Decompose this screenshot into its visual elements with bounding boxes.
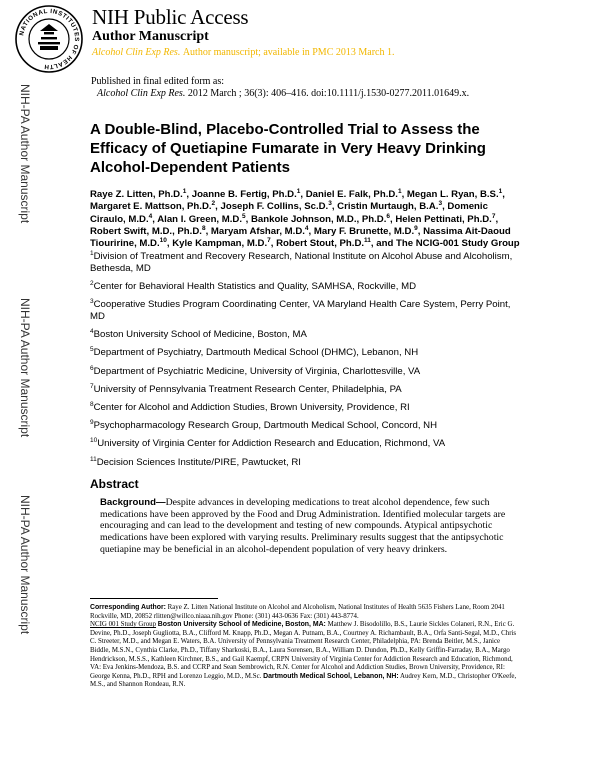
- affiliation-item: [90, 438, 520, 450]
- author-affiliation-mark: 2: [211, 200, 216, 208]
- side-watermark-2: NIH-PA Author Manuscript: [18, 298, 32, 438]
- affiliation-number: 5: [90, 346, 94, 354]
- affiliation-number: 2: [90, 280, 94, 288]
- author-affiliation-mark: 10: [159, 237, 167, 244]
- citation-journal: Alcohol Clin Exp Res.: [97, 88, 186, 99]
- affiliation-text: Center for Alcohol and Addiction Studies, Brown University, Providence, RI: [93, 401, 410, 413]
- corresponding-author-note: [90, 604, 518, 621]
- affiliation-item: [90, 251, 520, 274]
- author-list-tail: and The NCIG-001 Study Group: [376, 238, 520, 250]
- affiliation-list: [90, 251, 520, 468]
- author-affiliation-mark: 1: [296, 187, 301, 195]
- affiliation-item: [90, 457, 520, 469]
- study-group-label: NCIG 001 Study Group: [90, 621, 157, 629]
- author-affiliation-mark: 1: [397, 187, 402, 195]
- affiliation-text: Center for Behavioral Health Statistics and Quality, SAMHSA, Rockville, MD: [93, 281, 417, 293]
- author-name: Megan L. Ryan, B.S.: [406, 189, 499, 200]
- author-affiliation-mark: 9: [414, 224, 418, 232]
- affiliation-number: 8: [90, 400, 94, 408]
- study-group-members-1: Matthew J. Bisodolillo, B.S., Laurie Sickles Colaneri, R.N., Eric G. Devine, Ph.D., Joseph Gugliotta, B.A., Clifford M. Knapp, Ph.D., Megan A. Putnam, B.A., Courtney A. Richambault, B.A., Orfa Santi-Segal, M.D., Chris C. Streeter, M.D., and Megan E. Waters, B.A. University of Pennsylvania Treatment Research Center, Philadelphia, PA: Brenda Beitler, M.S., Janice Biddle, M.S.N., Cynthia Clarke, Ph.D., Tiffany Sharkoski, B.A., Laura Sorensen, B.A., William D. Dundon, Ph.D., Kelly Griffin-Farraday, B.A., Margo Hendrickson, M.S.S., Kathleen Kirchner, B.S., and Gail Kaempf, CRPN University of Virginia Center for Addiction Research and Education, Richmond, VA: Eva Jenkins-Mendoza, B.S. and CCRP and Sean Sembrowich, R.N. Center for Alcohol and Addiction Studies, Brown University, Providence, RI: George Kenna, Ph.D., RPH and Lorenzo Leggio, M.D., M.Sc.: [90, 621, 517, 680]
- author-name: Bankole Johnson, M.D., Ph.D.: [250, 213, 387, 225]
- study-group-note: [90, 621, 518, 690]
- affiliation-number: 4: [90, 328, 94, 336]
- author-name: Nassima Ait-Daoud Tiouririne, M.D.: [90, 225, 511, 250]
- author-affiliation-mark: 8: [201, 224, 206, 232]
- publication-citation: [91, 88, 469, 100]
- study-group-site-1: Boston University School of Medicine, Boston, MA:: [157, 621, 326, 629]
- author-affiliation-mark: 3: [438, 200, 443, 208]
- article-title: A Double-Blind, Placebo-Controlled Trial to Assess the Efficacy of Quetiapine Fumarate in Very Heavy Drinking Alcohol-Dependent Patients: [90, 121, 486, 176]
- author-name: Cristin Murtaugh, B.A.: [337, 201, 439, 213]
- affiliation-number: 7: [90, 382, 94, 390]
- author-name: Daniel E. Falk, Ph.D.: [305, 189, 398, 200]
- side-watermark-1: NIH-PA Author Manuscript: [18, 84, 32, 224]
- caduceus-icon: [38, 24, 60, 50]
- author-list: Raye Z. Litten, Ph.D.$^1$, Joanne B. Fertig, Ph.D.$^1$, Daniel E. Falk, Ph.D.$^1$, Megan L. Ryan, B.S.$^1$, Margaret E. Mattson, Ph.D.$^2$, Joseph F. Collins, Sc.D.$^3$, Cristin Murtaugh, B.A.$^3$, Domenic Ciraulo, M.D.$^4$, Alan I. Green, M.D.$^5$, Bankole Johnson, M.D., Ph.D.$^6$, Helen Pettinati, Ph.D.$^7$, Robert Swift, M.D., Ph.D.$^8$, Maryam Afshar, M.D.$^4$, Mary F. Brunette, M.D.$^9$, Nassima Ait-Daoud Tiouririne, M.D.$^{10}$, Kyle Kampman, M.D.$^7$, Robert Stout, Ph.D.$^{11}$, and The NCIG-001 Study Group: [90, 187, 520, 250]
- affiliation-item: [90, 347, 520, 359]
- affiliation-text: Boston University School of Medicine, Boston, MA: [93, 329, 307, 341]
- citation-details: 2012 March ; 36(3): 406–416. doi:10.1111/j.1530-0277.2011.01649.x.: [187, 88, 470, 99]
- affiliation-text: Decision Sciences Institute/PIRE, Pawtucket, RI: [96, 456, 301, 468]
- author-affiliation-mark: 1: [498, 187, 503, 195]
- svg-text:NATIONAL INSTITUTES OF HEALTH: NATIONAL INSTITUTES OF HEALTH: [18, 7, 81, 71]
- affiliation-item: [90, 366, 520, 378]
- side-watermark-3: NIH-PA Author Manuscript: [18, 495, 32, 635]
- abstract-text: Despite advances in developing medications to treat alcohol dependence, few such medications have been approved by the Food and Drug Administration. Identified molecular targets are encouraging and can lead to the development and testing of new compounds. Atypical antipsychotic medications have been explored with varying results. Preliminary results suggest that the antipsychotic quetiapine may be beneficial in an alcohol-dependent population of very heavy drinkers.: [100, 497, 506, 555]
- author-name: Joseph F. Collins, Sc.D.: [220, 201, 329, 213]
- affiliation-text: Cooperative Studies Program Coordinating Center, VA Maryland Health Care System, Perry Point, MD: [90, 299, 511, 323]
- affiliation-text: University of Pennsylvania Treatment Research Center, Philadelphia, PA: [93, 383, 402, 395]
- author-name: Domenic Ciraulo, M.D.: [90, 201, 488, 225]
- masthead-title: NIH Public Access: [92, 5, 249, 29]
- author-affiliation-mark: 11: [364, 237, 371, 244]
- affiliation-number: 10: [90, 437, 98, 445]
- author-name: Raye Z. Litten, Ph.D.: [90, 189, 183, 200]
- author-name: Joanne B. Fertig, Ph.D.: [191, 189, 297, 200]
- nih-seal-logo: [14, 4, 84, 74]
- author-affiliation-mark: 7: [491, 212, 496, 220]
- author-name: Robert Swift, M.D., Ph.D.: [90, 225, 202, 237]
- affiliation-number: 6: [90, 364, 94, 372]
- publication-label: Published in final edited form as:: [91, 76, 225, 87]
- author-name: Robert Stout, Ph.D.: [276, 238, 365, 250]
- author-name: Maryam Afshar, M.D.: [210, 225, 305, 237]
- affiliation-number: 3: [90, 298, 94, 306]
- footnote-divider: [90, 598, 218, 599]
- masthead-subtitle: Author Manuscript: [92, 29, 209, 44]
- author-affiliation-mark: 1: [182, 187, 187, 195]
- affiliation-item: [90, 281, 520, 293]
- author-affiliation-mark: 5: [242, 212, 246, 220]
- affiliation-item: [90, 329, 520, 341]
- publication-info: [91, 76, 469, 100]
- abstract-section-label: Background—: [100, 497, 166, 509]
- affiliation-text: Division of Treatment and Recovery Research, National Institute on Alcohol Abuse and Alcoholism, Bethesda, MD: [90, 251, 513, 275]
- affiliation-item: [90, 420, 520, 432]
- affiliation-text: Department of Psychiatry, Dartmouth Medical School (DHMC), Lebanon, NH: [93, 347, 419, 359]
- masthead: [92, 6, 394, 59]
- affiliation-text: University of Virginia Center for Addiction Research and Education, Richmond, VA: [97, 438, 446, 450]
- article-content: [90, 120, 520, 555]
- affiliation-number: 11: [90, 455, 97, 463]
- author-name: Helen Pettinati, Ph.D.: [395, 213, 492, 225]
- affiliation-item: [90, 402, 520, 414]
- masthead-journal: Alcohol Clin Exp Res.: [92, 47, 181, 58]
- affiliation-text: Psychopharmacology Research Group, Dartmouth Medical School, Concord, NH: [93, 420, 438, 432]
- affiliation-item: [90, 384, 520, 396]
- author-name: Margaret E. Mattson, Ph.D.: [90, 201, 212, 213]
- footnotes: [90, 604, 518, 690]
- masthead-availability: [92, 46, 394, 59]
- abstract-body: [100, 497, 514, 555]
- author-affiliation-mark: 4: [304, 224, 309, 232]
- masthead-availability-text: Author manuscript; available in PMC 2013 March 1.: [182, 47, 395, 58]
- study-group-members-2: Audrey Kern, M.D., Christopher O'Keefe, M.S., and Shannon Rondeau, R.N.: [90, 672, 517, 689]
- affiliation-number: 9: [90, 418, 94, 426]
- author-affiliation-mark: 6: [386, 212, 390, 220]
- author-name: Kyle Kampman, M.D.: [172, 238, 268, 250]
- corresponding-author-text: Raye Z. Litten National Institute on Alcohol and Alcoholism, National Institutes of Health 5635 Fishers Lane, Room 2041 Rockville, MD, 20852 rlitten@willco.niaaa.nih.gov Phone: (301) 443-0636 Fax: (301) 443-8774.: [90, 604, 505, 620]
- author-affiliation-mark: 4: [148, 212, 153, 220]
- abstract-heading: Abstract: [90, 477, 139, 492]
- study-group-site-2: Dartmouth Medical School, Lebanon, NH:: [263, 672, 399, 680]
- affiliation-item: [90, 299, 520, 322]
- corresponding-author-label: Corresponding Author:: [90, 604, 166, 611]
- author-affiliation-mark: 7: [267, 237, 271, 244]
- author-name: Alan I. Green, M.D.: [157, 213, 243, 225]
- affiliation-number: 1: [90, 250, 94, 258]
- author-affiliation-mark: 3: [328, 200, 332, 208]
- author-name: Mary F. Brunette, M.D.: [313, 225, 415, 237]
- affiliation-text: Department of Psychiatric Medicine, University of Virginia, Charlottesville, VA: [93, 365, 421, 377]
